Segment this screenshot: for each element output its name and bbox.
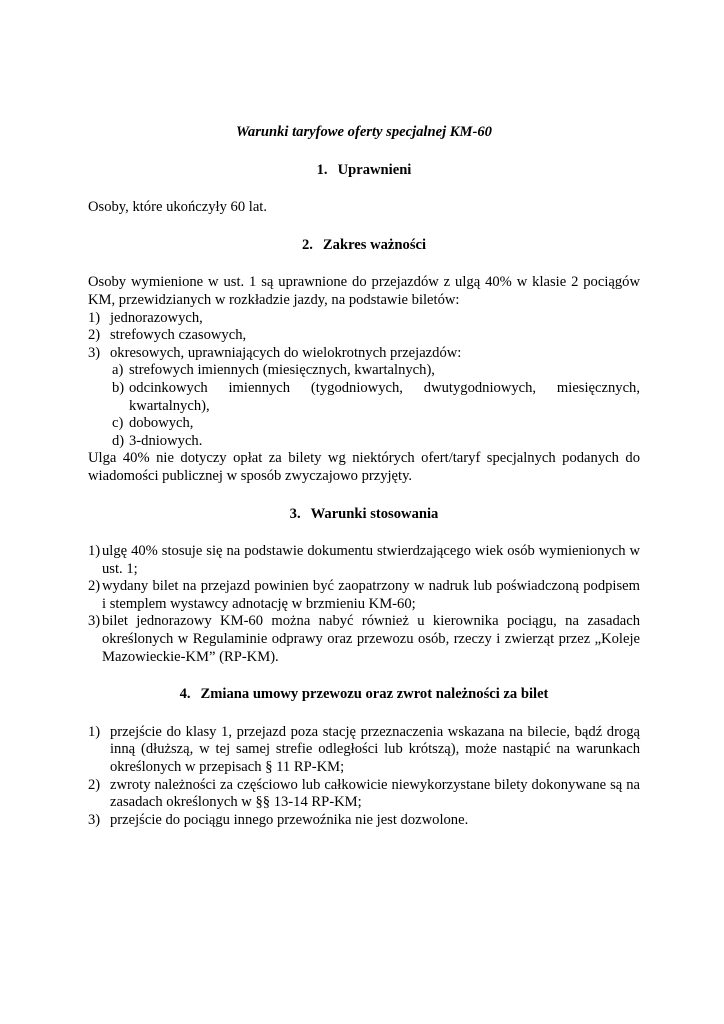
list-marker: 3): [88, 344, 101, 361]
section-2-heading: [88, 237, 640, 255]
list-item: [88, 724, 640, 777]
list-marker: 2): [88, 776, 101, 793]
list-item: [88, 777, 640, 812]
section-4-number: 4.: [179, 686, 191, 703]
list-marker: 3): [88, 613, 101, 630]
list-marker: 2): [88, 327, 101, 344]
section-4-list: [88, 724, 640, 830]
section-3-list: [88, 543, 640, 666]
list-item-text: strefowych imiennych (miesięcznych, kwartalnych),: [129, 362, 435, 379]
list-item: [88, 613, 640, 666]
list-item-text: przejście do klasy 1, przejazd poza stację przeznaczenia wskazana na bilecie, bądź drogą inną (dłuższą, w tej samej strefie odległości lub krótszą), może nastąpić na warunkach określonych w przepisach § 11 RP-KM;: [110, 723, 640, 776]
list-marker: d): [112, 432, 125, 449]
sublist-item: [88, 433, 640, 451]
list-item-text: przejście do pociągu innego przewoźnika nie jest dozwolone.: [110, 811, 469, 828]
list-item: [88, 812, 640, 830]
section-3-number: 3.: [289, 505, 301, 522]
list-marker: 3): [88, 811, 101, 828]
list-item: [88, 327, 640, 345]
list-marker: 1): [88, 309, 101, 326]
list-item: [88, 578, 640, 613]
list-marker: 2): [88, 578, 101, 595]
section-2-title: Zakres ważności: [322, 236, 427, 253]
section-1-number: 1.: [316, 161, 328, 178]
section-2-number: 2.: [301, 236, 313, 253]
list-marker: 1): [88, 543, 101, 560]
list-item: [88, 345, 640, 451]
list-item-text: ulgę 40% stosuje się na podstawie dokumentu stwierdzającego wiek osób wymienionych w ust. 1;: [102, 543, 640, 577]
section-3-heading: [88, 506, 640, 524]
section-2-list: [88, 310, 640, 451]
list-marker: b): [112, 379, 125, 396]
list-item-text: jednorazowych,: [110, 309, 203, 326]
section-3-title: Warunki stosowania: [310, 505, 439, 522]
document-page: [88, 124, 640, 829]
list-item-text: bilet jednorazowy KM-60 można nabyć również u kierownika pociągu, na zasadach określonych w Regulaminie odprawy oraz przewozu osób, rzeczy i zwierząt przez „Koleje Mazowieckie-KM” (RP-KM).: [102, 613, 640, 665]
list-item-text: 3-dniowych.: [129, 432, 203, 449]
section-2-intro: Osoby wymienione w ust. 1 są uprawnione do przejazdów z ulgą 40% w klasie 2 pociągów KM, przewidzianych w rozkładzie jazdy, na podstawie biletów:: [88, 274, 640, 308]
list-item: [88, 543, 640, 578]
list-item-text: okresowych, uprawniających do wielokrotnych przejazdów:: [110, 344, 462, 361]
section-4-title: Zmiana umowy przewozu oraz zwrot należności za bilet: [200, 686, 549, 703]
list-item-text: odcinkowych imiennych (tygodniowych, dwutygodniowych, miesięcznych, kwartalnych),: [129, 379, 640, 414]
list-marker: a): [112, 362, 124, 379]
sublist-item: [88, 380, 640, 415]
section-2-sublist: [88, 362, 640, 450]
section-1-title: Uprawnieni: [337, 161, 412, 178]
list-item: [88, 310, 640, 328]
list-marker: 1): [88, 723, 101, 740]
list-item-text: dobowych,: [129, 415, 194, 432]
section-1-heading: [88, 162, 640, 180]
document-title: Warunki taryfowe oferty specjalnej KM-60: [236, 124, 492, 140]
section-1-text: Osoby, które ukończyły 60 lat.: [88, 199, 268, 216]
list-item-text: strefowych czasowych,: [110, 327, 247, 344]
list-item-text: zwroty należności za częściowo lub całkowicie niewykorzystane bilety dokonywane są na zasadach określonych w §§ 13-14 RP-KM;: [110, 776, 640, 811]
list-item-text: wydany bilet na przejazd powinien być zaopatrzony w nadruk lub poświadczoną podpisem i stemplem wystawcy adnotację w brzmieniu KM-60;: [102, 578, 640, 612]
section-2-note: Ulga 40% nie dotyczy opłat za bilety wg niektórych ofert/taryf specjalnych podanych do wiadomości publicznej w sposób zwyczajowo przyjęty.: [88, 450, 640, 484]
sublist-item: [88, 415, 640, 433]
section-4-heading: [88, 686, 640, 704]
list-marker: c): [112, 415, 124, 432]
sublist-item: [88, 362, 640, 380]
